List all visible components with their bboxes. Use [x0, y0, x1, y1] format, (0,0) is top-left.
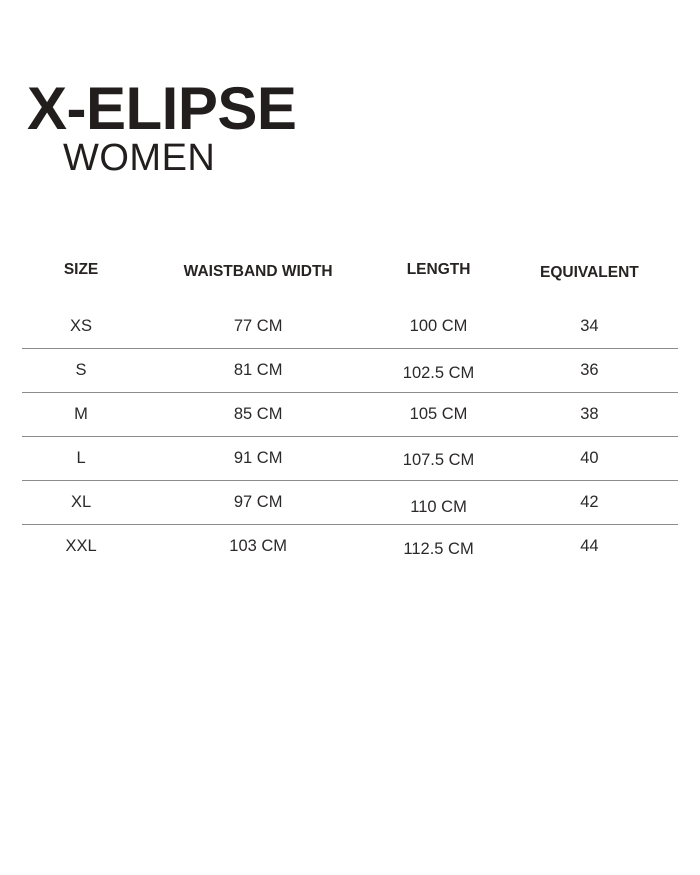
brand-collection: WOMEN	[63, 137, 216, 179]
size-cell: XS	[70, 317, 93, 335]
equivalent-cell: 44	[580, 537, 599, 555]
table-row	[22, 437, 678, 481]
length-cell: 107.5 CM	[402, 451, 475, 469]
length-cell: 110 CM	[410, 498, 467, 516]
table-row	[22, 525, 678, 568]
waistband-width-cell: 77 CM	[233, 317, 283, 335]
length-cell: 100 CM	[409, 317, 468, 335]
equivalent-cell: 34	[580, 317, 599, 335]
brand-header	[0, 0, 700, 177]
equivalent-cell: 38	[580, 405, 599, 423]
size-cell: XL	[70, 493, 92, 511]
waistband-width-cell: 85 CM	[233, 405, 283, 423]
column-header-length: LENGTH	[406, 261, 471, 278]
size-cell: M	[74, 405, 88, 423]
column-header-equivalent: EQUIVALENT	[540, 264, 639, 281]
equivalent-cell: 36	[580, 361, 599, 379]
table-row	[22, 481, 678, 525]
table-header-row	[22, 253, 678, 287]
column-header-size: SIZE	[63, 261, 99, 278]
waistband-width-cell: 103 CM	[229, 537, 288, 555]
size-cell: XXL	[65, 537, 97, 555]
size-cell: L	[76, 449, 86, 467]
waistband-width-cell: 81 CM	[233, 361, 283, 379]
length-cell: 112.5 CM	[403, 540, 474, 558]
table-row	[22, 349, 678, 393]
column-header-waistband-width: WAISTBAND WIDTH	[183, 263, 333, 280]
equivalent-cell: 40	[580, 449, 599, 467]
length-cell: 105 CM	[409, 405, 468, 423]
size-chart-table	[22, 253, 678, 568]
length-cell: 102.5 CM	[402, 364, 475, 382]
brand-name: X-ELIPSE	[27, 75, 297, 142]
waistband-width-cell: 97 CM	[233, 493, 283, 511]
table-row	[22, 305, 678, 349]
size-cell: S	[75, 361, 87, 379]
equivalent-cell: 42	[580, 493, 599, 511]
waistband-width-cell: 91 CM	[233, 449, 283, 467]
table-body	[22, 305, 678, 568]
table-row	[22, 393, 678, 437]
